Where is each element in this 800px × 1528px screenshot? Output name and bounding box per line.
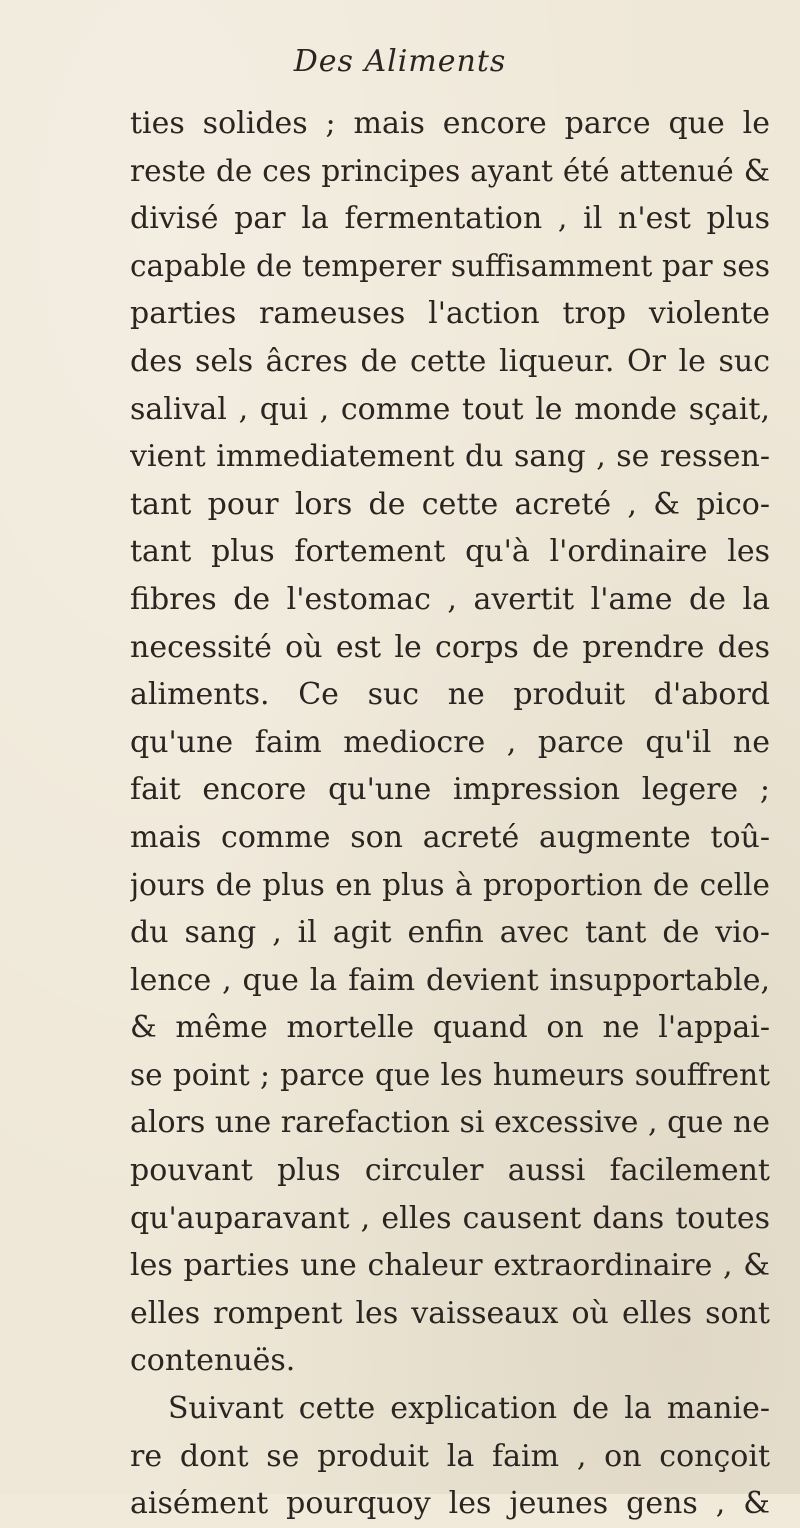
text-line: & même mortelle quand on ne l'appai- bbox=[130, 1010, 770, 1046]
text-line: lence , que la faim devient insupportable, bbox=[130, 962, 770, 998]
text-line: salival , qui , comme tout le monde sçait, bbox=[130, 391, 770, 427]
text-line: capable de temperer suffisamment par ses bbox=[130, 248, 770, 283]
text-line: mais comme son acreté augmente toû- bbox=[130, 819, 770, 855]
text-line: jours de plus en plus à proportion de celle bbox=[130, 867, 770, 902]
text-line: vient immediatement du sang , se ressen- bbox=[130, 439, 770, 475]
text-line: fait encore qu'une impression legere ; bbox=[130, 772, 770, 808]
text-line: fibres de l'estomac , avertit l'ame de la bbox=[130, 581, 770, 617]
text-line: se point ; parce que les humeurs souffrent bbox=[130, 1057, 770, 1092]
text-line: contenuës. bbox=[130, 1343, 296, 1379]
text-line: aliments. Ce suc ne produit d'abord bbox=[130, 677, 770, 713]
text-line: pouvant plus circuler aussi facilement bbox=[130, 1153, 770, 1189]
text-line: du sang , il agit enfin avec tant de vio- bbox=[130, 915, 770, 951]
text-line: aisément pourquoy les jeunes gens , & bbox=[130, 1486, 770, 1522]
text-line: des sels âcres de cette liqueur. Or le suc bbox=[130, 343, 770, 379]
text-line: tant pour lors de cette acreté , & pico- bbox=[130, 486, 770, 522]
text-line: les parties une chaleur extraordinaire , & bbox=[130, 1248, 770, 1284]
text-line: alors une rarefaction si excessive , que ne bbox=[130, 1105, 770, 1141]
text-line: qu'auparavant , elles causent dans toutes bbox=[130, 1200, 770, 1236]
text-line: necessité où est le corps de prendre des bbox=[130, 629, 770, 665]
text-line: reste de ces principes ayant été attenué & bbox=[130, 153, 770, 188]
text-line: re dont se produit la faim , on conçoit bbox=[130, 1438, 770, 1474]
text-line: parties rameuses l'action trop violente bbox=[130, 296, 770, 332]
text-line: elles rompent les vaisseaux où elles sont bbox=[130, 1295, 770, 1331]
text-line: divisé par la fermentation , il n'est plus bbox=[130, 201, 770, 237]
text-line: qu'une faim mediocre , parce qu'il ne bbox=[130, 724, 770, 760]
text-line: tant plus fortement qu'à l'ordinaire les bbox=[130, 534, 770, 570]
body-text bbox=[130, 100, 770, 1528]
text-line: Suivant cette explication de la manie- bbox=[168, 1391, 770, 1427]
running-head: Des Aliments bbox=[293, 44, 507, 79]
text-line: ties solides ; mais encore parce que le bbox=[130, 106, 770, 141]
